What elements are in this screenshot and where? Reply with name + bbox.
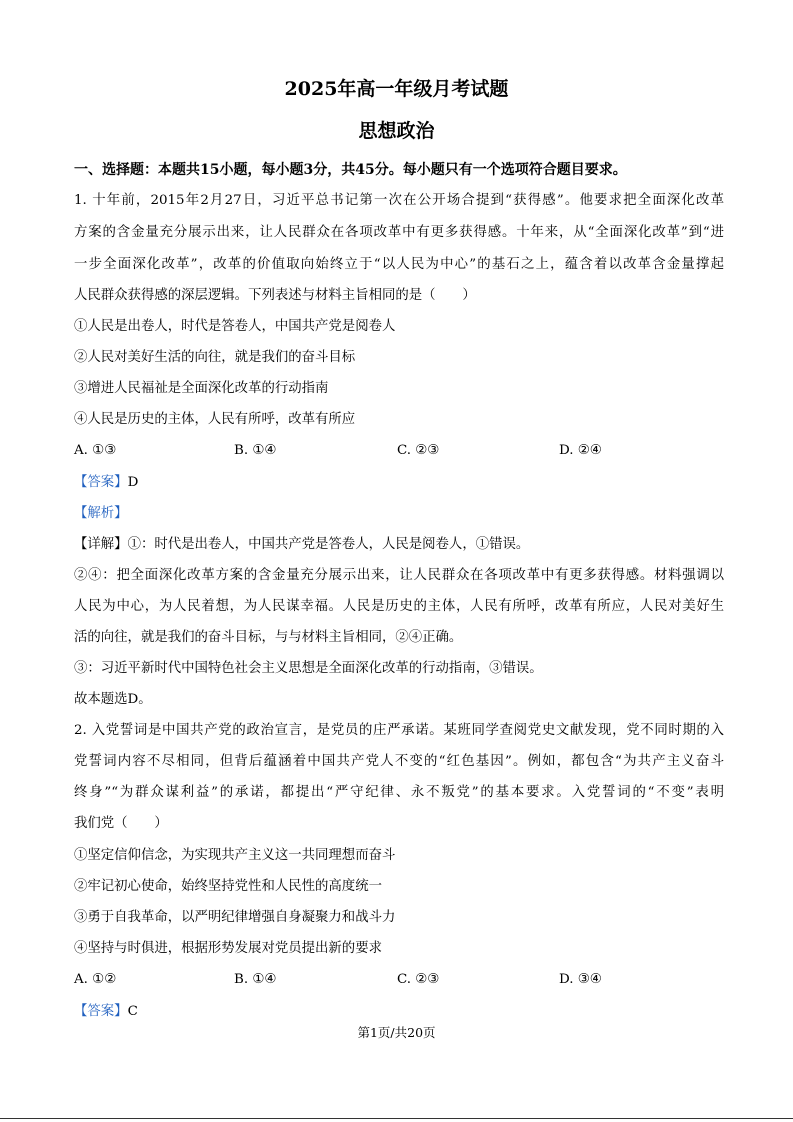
- q1-stem-line: 1. 十年前，2015年2月27日，习近平总书记第一次在公开场合提到“获得感”。他要求把全面深化改革: [74, 193, 724, 208]
- q1-detail-line: [74, 536, 724, 554]
- q1-stem-line: 一步全面深化改革”，改革的价值取向始终立于“以人民为中心”的基石之上，蕴含着以改革含金量撑起: [74, 257, 724, 272]
- exam-title: 2025年高一年级月考试题: [284, 78, 509, 100]
- page-bottom-divider: [0, 1118, 793, 1119]
- q1-option-d: D. ②④: [559, 443, 602, 458]
- q1-statement: ③增进人民福祉是全面深化改革的行动指南: [74, 381, 329, 396]
- q2-answer: [74, 1003, 724, 1021]
- q1-detail-line: 故本题选D。: [74, 692, 152, 707]
- q2-option-c: C. ②③: [397, 972, 440, 987]
- q2-statement: ①坚定信仰信念，为实现共产主义这一共同理想而奋斗: [74, 848, 396, 863]
- answer-value: C: [127, 1004, 138, 1019]
- q1-detail-line: ③：习近平新时代中国特色社会主义思想是全面深化改革的行动指南，③错误。: [74, 661, 543, 676]
- q2-stem-line: 终身”“为群众谋利益”的承诺，都提出“严守纪律、永不叛党”的基本要求。入党誓词的“不变”表明: [74, 785, 724, 800]
- answer-tag: 【答案】: [74, 1004, 128, 1019]
- detail-text: ①：时代是出卷人，中国共产党是答卷人，人民是阅卷人，①错误。: [127, 537, 530, 552]
- q2-statement: ③勇于自我革命，以严明纪律增强自身凝聚力和战斗力: [74, 910, 396, 925]
- q1-detail-line: 活的向往，就是我们的奋斗目标，与与材料主旨相同，②④正确。: [74, 630, 463, 645]
- q1-detail-line: ②④：把全面深化改革方案的含金量充分展示出来，让人民群众在各项改革中有更多获得感。材料强调以: [74, 568, 724, 583]
- q2-stem-line: 我们党（ ）: [74, 816, 168, 831]
- q2-statement: ④坚持与时俱进，根据形势发展对党员提出新的要求: [74, 941, 382, 956]
- q1-statement: ②人民对美好生活的向往，就是我们的奋斗目标: [74, 350, 356, 365]
- q1-options: [74, 442, 724, 460]
- q1-statement: ④人民是历史的主体，人民有所呼，改革有所应: [74, 412, 356, 427]
- analysis-tag: 【解析】: [74, 506, 128, 521]
- q1-answer: [74, 474, 724, 492]
- q1-option-c: C. ②③: [397, 443, 440, 458]
- q2-stem-line: 2. 入党誓词是中国共产党的政治宣言，是党员的庄严承诺。某班同学查阅党史文献发现，党不同时期的入: [74, 723, 724, 738]
- q1-stem-line: 方案的含金量充分展示出来，让人民群众在各项改革中有更多获得感。十年来，从“全面深化改革”到“进: [74, 225, 724, 240]
- q2-option-d: D. ③④: [559, 972, 602, 987]
- q1-detail-line: 人民为中心，为人民着想，为人民谋幸福。人民是历史的主体，人民有所呼，改革有所应，人民对美好生: [74, 599, 724, 614]
- q1-stem-line: 人民群众获得感的深层逻辑。下列表述与材料主旨相同的是（ ）: [74, 288, 476, 303]
- page-number: 第1页/共20页: [357, 1025, 436, 1040]
- q1-analysis: [74, 505, 724, 523]
- q2-option-b: B. ①④: [234, 972, 277, 987]
- q1-statement: ①人民是出卷人，时代是答卷人，中国共产党是阅卷人: [74, 319, 396, 334]
- answer-tag: 【答案】: [74, 475, 128, 490]
- section-heading: 一、选择题：本题共15小题，每小题3分，共45分。每小题只有一个选项符合题目要求。: [74, 162, 627, 178]
- q2-statement: ②牢记初心使命，始终坚持党性和人民性的高度统一: [74, 879, 382, 894]
- q1-option-a: A. ①③: [74, 443, 117, 458]
- q2-option-a: A. ①②: [74, 972, 117, 987]
- q1-option-b: B. ①④: [234, 443, 277, 458]
- answer-value: D: [127, 475, 139, 490]
- q2-options: [74, 971, 724, 989]
- detail-tag: 【详解】: [74, 537, 128, 552]
- q2-stem-line: 党誓词内容不尽相同，但背后蕴涵着中国共产党人不变的“红色基因”。例如，都包含“为共产主义奋斗: [74, 754, 724, 769]
- exam-subject: 思想政治: [358, 120, 435, 142]
